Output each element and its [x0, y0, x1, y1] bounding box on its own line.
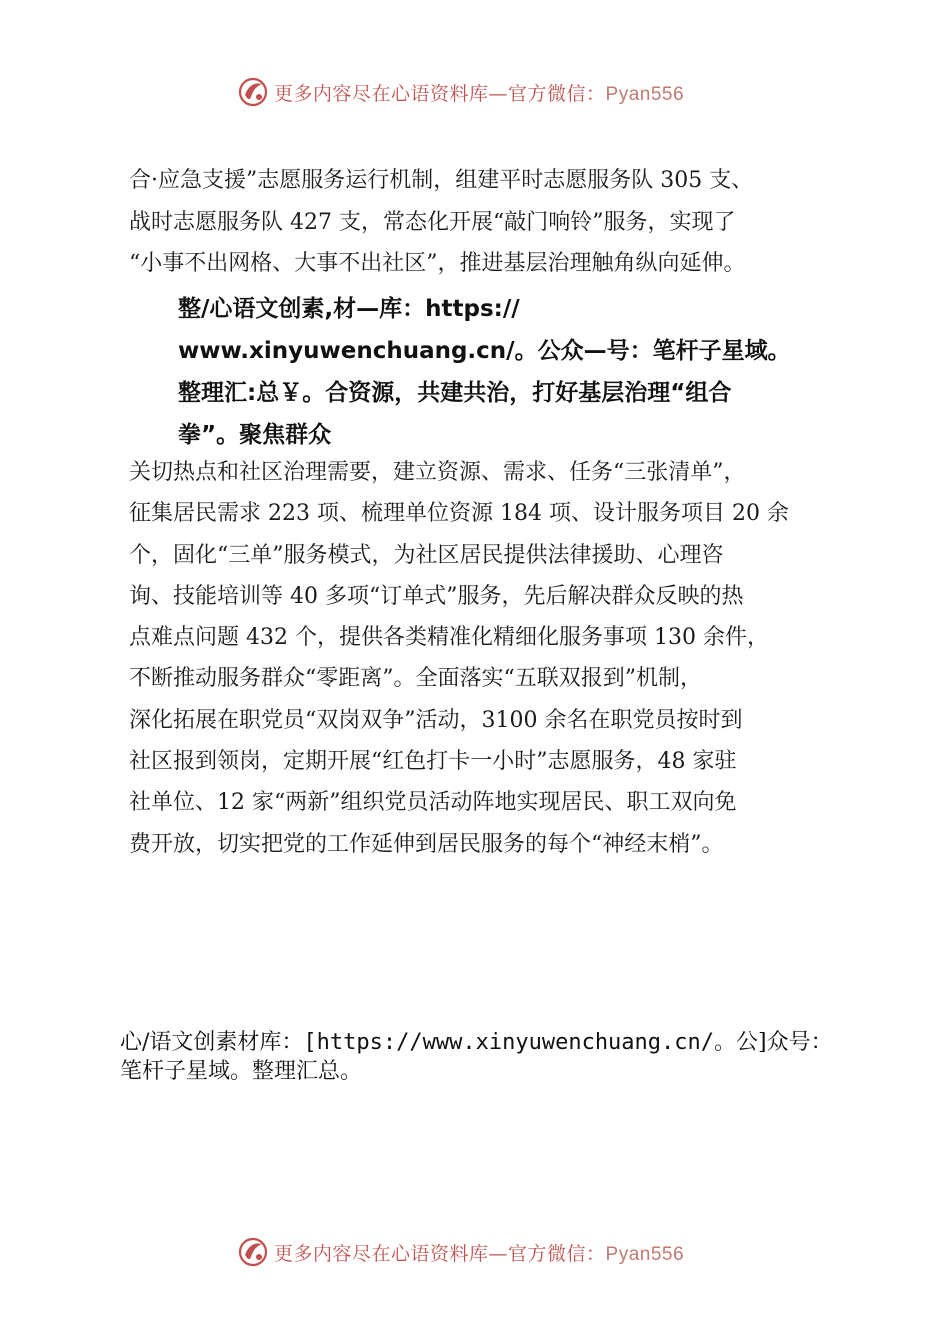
text-line: 关切热点和社区治理需要，建立资源、需求、任务“三张清单”， [129, 460, 746, 485]
text-line: 战时志愿服务队 427 支，常态化开展“敲门响铃”服务，实现了 [129, 209, 736, 235]
paragraph-1 [129, 160, 859, 285]
source-note-suffix: 。公]众号： [714, 1030, 833, 1055]
footer-banner-text: 更多内容尽在心语资料库—官方微信：Pyan556 [274, 1242, 685, 1265]
bold-watermark-heading [178, 288, 791, 456]
bold-line: 拳”。聚焦群众 [178, 422, 332, 448]
source-note [120, 1028, 833, 1086]
xinyu-logo-icon [236, 1235, 270, 1269]
header-banner [236, 74, 684, 110]
text-line: “小事不出网格、大事不出社区”，推进基层治理触角纵向延伸。 [129, 251, 746, 276]
xinyu-logo-icon [236, 75, 270, 109]
source-note-line-2: 笔杆子星域。整理汇总。 [120, 1059, 363, 1084]
bold-line: 整理汇:总￥。合资源，共建共治，打好基层治理“组合 [178, 380, 732, 406]
text-line: 个，固化“三单”服务模式，为社区居民提供法律援助、心理咨 [129, 542, 724, 568]
paragraph-2 [129, 452, 859, 865]
footer-wechat-id: Pyan556 [605, 1243, 685, 1265]
text-line: 深化拓展在职党员“双岗双争”活动，3100 余名在职党员按时到 [129, 707, 743, 733]
text-line: 社区报到领岗，定期开展“红色打卡一小时”志愿服务，48 家驻 [129, 749, 737, 775]
text-line: 合·应急支援”志愿服务运行机制，组建平时志愿服务队 305 支、 [129, 168, 754, 193]
header-wechat-id: Pyan556 [605, 83, 685, 105]
source-note-label: 心/语文创素材库： [120, 1030, 304, 1055]
text-line: 征集居民需求 223 项、梳理单位资源 184 项、设计服务项目 20 余 [129, 501, 789, 527]
text-line: 询、技能培训等 40 多项“订单式”服务，先后解决群众反映的热 [129, 583, 744, 609]
bold-line: www.xinyuwenchuang.cn/。公众—号：笔杆子星域。 [178, 338, 791, 364]
source-note-line-1 [120, 1028, 833, 1057]
bold-line: 整/心语文创素,材—库：https:// [178, 296, 520, 322]
source-note-url: [https://www.xinyuwenchuang.cn/ [303, 1030, 715, 1055]
text-line: 费开放，切实把党的工作延伸到居民服务的每个“神经末梢”。 [129, 831, 724, 857]
text-line: 点难点问题 432 个，提供各类精准化精细化服务事项 130 余件， [129, 625, 769, 651]
header-banner-text: 更多内容尽在心语资料库—官方微信：Pyan556 [274, 82, 685, 105]
text-line: 不断推动服务群众“零距离”。全面落实“五联双报到”机制， [129, 666, 702, 692]
text-line: 社单位、12 家“两新”组织党员活动阵地实现居民、职工双向免 [129, 790, 737, 816]
footer-banner [236, 1234, 684, 1270]
